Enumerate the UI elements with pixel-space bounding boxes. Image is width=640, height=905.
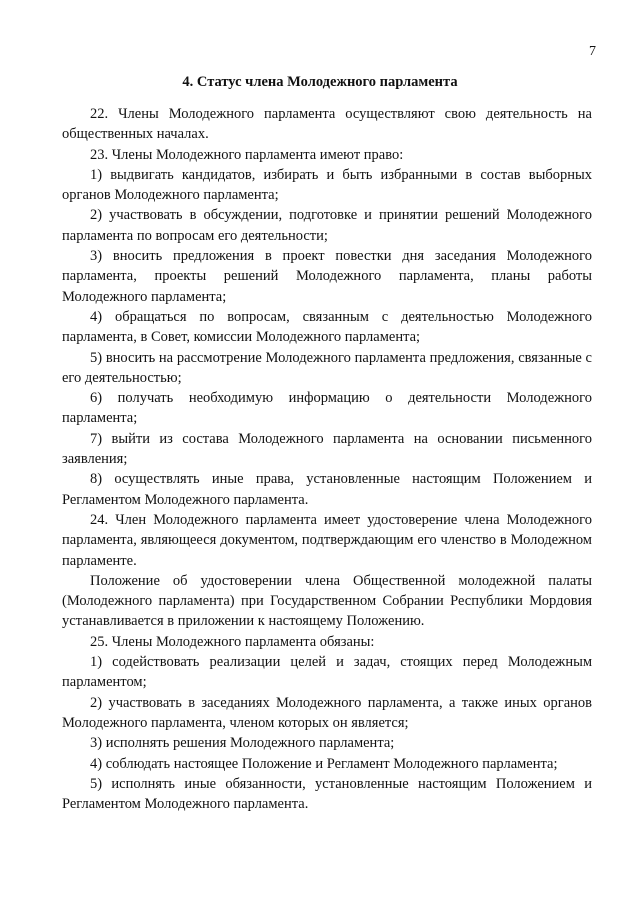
list-item-25-2: 2) участвовать в заседаниях Молодежного парламента, а также иных органов Молодежного парламента, членом которых он является; (62, 694, 592, 731)
paragraph-24-certificate: Положение об удостоверении члена Общественной молодежной палаты (Молодежного парламента) при Государственном Собрании Республики Мордовия устанавливается в приложении к настоящему Положению. (62, 572, 592, 630)
list-item-25-4: 4) соблюдать настоящее Положение и Регламент Молодежного парламента; (90, 755, 558, 772)
paragraph-25: 25. Члены Молодежного парламента обязаны: (90, 633, 375, 650)
list-item-23-4: 4) обращаться по вопросам, связанным с деятельностью Молодежного парламента, в Совет, комиссии Молодежного парламента; (62, 308, 592, 346)
list-item-23-1: 1) выдвигать кандидатов, избирать и быть избранными в состав выборных органов Молодежного парламента; (62, 166, 592, 204)
paragraph-24: 24. Член Молодежного парламента имеет удостоверение члена Молодежного парламента, являющееся документом, подтверждающим его членство в Молодежном парламенте. (62, 511, 592, 569)
list-item-25-3: 3) исполнять решения Молодежного парламента; (90, 735, 395, 752)
list-item-23-8: 8) осуществлять иные права, установленные настоящим Положением и Регламентом Молодежного парламента. (62, 471, 592, 508)
list-item-25-5: 5) исполнять иные обязанности, установленные настоящим Положением и Регламентом Молодежного парламента. (62, 775, 592, 813)
list-item-23-7: 7) выйти из состава Молодежного парламента на основании письменного заявления; (62, 430, 592, 468)
list-item-25-1: 1) содействовать реализации целей и задач, стоящих перед Молодежным парламентом; (62, 654, 592, 691)
section-title: 4. Статус члена Молодежного парламента (182, 74, 458, 90)
list-item-23-2: 2) участвовать в обсуждении, подготовке и принятии решений Молодежного парламента по вопросам его деятельности; (62, 207, 592, 244)
paragraph-22: 22. Члены Молодежного парламента осуществляют свою деятельность на общественных началах. (62, 106, 592, 143)
list-item-23-5: 5) вносить на рассмотрение Молодежного парламента предложения, связанные с его деятельностью; (62, 349, 592, 386)
list-item-23-6: 6) получать необходимую информацию о деятельности Молодежного парламента; (62, 390, 592, 427)
body-text (62, 104, 592, 814)
list-item-23-3: 3) вносить предложения в проект повестки дня заседания Молодежного парламента, проекты решений Молодежного парламента, планы работы Молодежного парламента; (62, 248, 592, 305)
page-number: 7 (589, 44, 596, 59)
paragraph-23: 23. Члены Молодежного парламента имеют право: (90, 146, 404, 163)
